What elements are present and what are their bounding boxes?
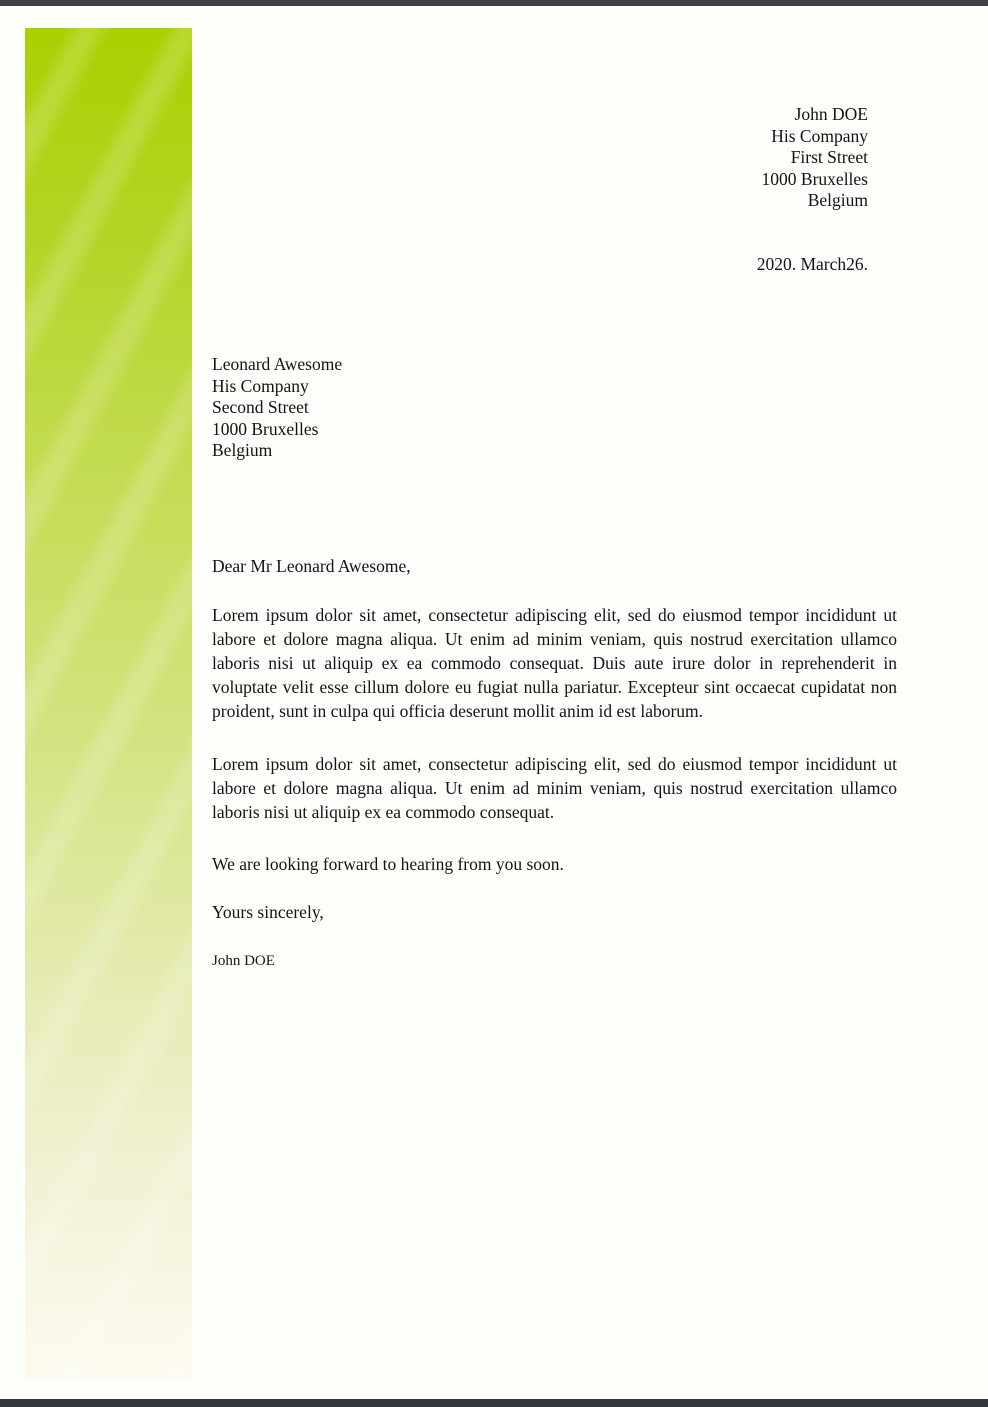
valediction: Yours sincerely, [212,902,324,922]
closing-line: We are looking forward to hearing from you soon. [212,854,564,874]
signature-name: John DOE [212,953,275,969]
recipient-company: His Company [212,375,309,396]
body-paragraph-1: Lorem ipsum dolor sit amet, consectetur adipiscing elit, sed do eiusmod tempor incididunt ut labore et dolore magna aliqua. Ut enim ad minim veniam, quis nostrud exercitation ullamco laboris nisi ut aliquip ex ea commodo consequat. Duis aute irure dolor in reprehenderit in voluptate velit esse cillum dolore eu fugiat nulla pariatur. Excepteur sint occaecat cupidatat non proident, sunt in culpa qui officia deserunt mollit anim id est laborum. [212,605,897,721]
decorative-gradient-stripe [25,28,192,1380]
sender-company: His Company [771,125,868,146]
recipient-name: Leonard Awesome [212,354,343,374]
sender-address-block [762,104,868,212]
recipient-city: 1000 Bruxelles [212,418,319,439]
sender-street: First Street [790,147,868,167]
sender-country: Belgium [807,190,868,210]
body-paragraph-2: Lorem ipsum dolor sit amet, consectetur adipiscing elit, sed do eiusmod tempor incididunt ut labore et dolore magna aliqua. Ut enim ad minim veniam, quis nostrud exercitation ullamco laboris nisi ut aliquip ex ea commodo consequat. [212,754,897,822]
recipient-address-block [212,354,342,462]
sender-name: John DOE [794,104,868,124]
recipient-street: Second Street [212,397,309,417]
letter-date: 2020. March26. [756,254,868,274]
recipient-country: Belgium [212,440,273,460]
sender-city: 1000 Bruxelles [761,168,868,189]
viewer-top-bar [0,0,988,6]
salutation: Dear Mr Leonard Awesome, [212,556,411,576]
viewer-bottom-bar [0,1399,988,1407]
